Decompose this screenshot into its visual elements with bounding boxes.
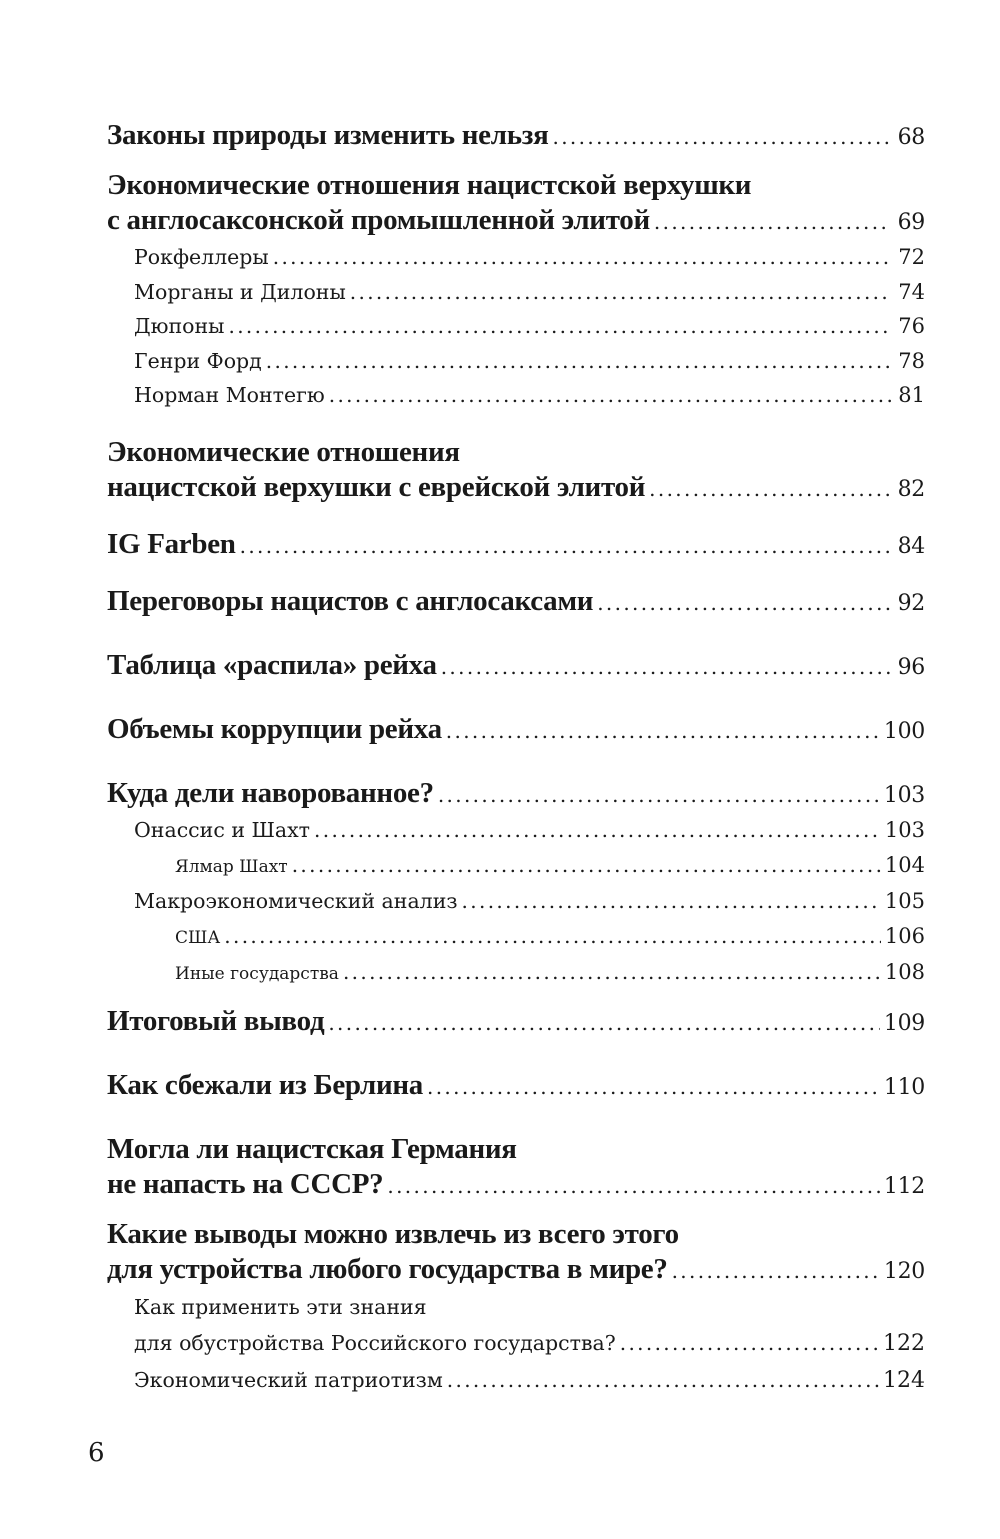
toc-entry[interactable] bbox=[107, 118, 925, 155]
toc-entry-title: Какие выводы можно извлечь из всего этого bbox=[107, 1217, 679, 1250]
dot-leader bbox=[438, 776, 880, 813]
dot-leader bbox=[446, 712, 880, 749]
toc-entry-title: Таблица «распила» рейха bbox=[107, 648, 437, 681]
toc-entry-title: Иные государства bbox=[175, 964, 339, 985]
toc-entry-title: Могла ли нацистская Германия bbox=[107, 1132, 517, 1165]
toc-entry-title-continued: не напасть на СССР? bbox=[107, 1167, 384, 1200]
toc-subentry[interactable] bbox=[107, 240, 925, 275]
toc-entry-title: Как применить эти знания bbox=[134, 1294, 427, 1319]
toc-entry-title: Дюпоны bbox=[134, 314, 225, 339]
dot-leader bbox=[427, 1068, 880, 1105]
toc-page-number: 108 bbox=[884, 960, 925, 985]
toc-page-number: 109 bbox=[883, 1010, 925, 1036]
toc-page-number: 120 bbox=[883, 1258, 925, 1284]
toc-entry-title: Макроэкономический анализ bbox=[134, 889, 458, 914]
toc-page-number: 106 bbox=[884, 923, 925, 948]
toc-page-number: 81 bbox=[898, 383, 925, 408]
toc-entry-title: Норман Монтегю bbox=[134, 383, 325, 408]
toc-entry-title: IG Farben bbox=[107, 527, 236, 560]
toc-entry-title-continued: нацистской верхушки с еврейской элитой bbox=[107, 470, 646, 503]
toc-entry[interactable] bbox=[107, 168, 925, 240]
toc-entry[interactable] bbox=[107, 1217, 925, 1289]
toc-entry[interactable] bbox=[107, 648, 925, 685]
page-number: 6 bbox=[88, 1438, 105, 1468]
toc-entry[interactable] bbox=[107, 435, 925, 507]
dot-leader bbox=[597, 584, 891, 621]
dot-leader bbox=[387, 1167, 880, 1204]
toc-page-number: 105 bbox=[884, 889, 925, 914]
toc-page-number: 68 bbox=[897, 125, 925, 150]
dot-leader bbox=[447, 1362, 879, 1398]
toc-entry-title: Ялмар Шахт bbox=[175, 856, 288, 877]
toc-entry-title: США bbox=[175, 927, 221, 948]
dot-leader bbox=[229, 309, 892, 344]
toc-subentry[interactable] bbox=[107, 1289, 925, 1362]
toc-page-number: 96 bbox=[897, 654, 925, 680]
toc-page-number: 122 bbox=[883, 1330, 925, 1356]
toc-subentry[interactable] bbox=[107, 378, 925, 413]
toc-entry-title: Куда дели наворованное? bbox=[107, 776, 434, 809]
toc-entry-title: Как сбежали из Берлина bbox=[107, 1068, 423, 1101]
toc-page-number: 72 bbox=[898, 245, 925, 269]
toc-subentry[interactable] bbox=[107, 884, 925, 919]
dot-leader bbox=[350, 275, 891, 310]
dot-leader bbox=[266, 344, 891, 379]
toc-subentry[interactable] bbox=[107, 309, 925, 344]
toc-subentry[interactable] bbox=[107, 344, 925, 379]
dot-leader bbox=[224, 919, 881, 956]
dot-leader bbox=[343, 955, 881, 992]
toc-entry-title: Экономические отношения bbox=[107, 435, 460, 468]
toc-entry-title-continued: для обустройства Российского государства? bbox=[134, 1330, 616, 1355]
toc-entry[interactable] bbox=[107, 1004, 925, 1041]
toc-entry-title-continued: для устройства любого государства в мире? bbox=[107, 1252, 668, 1285]
toc-entry-title: Переговоры нацистов с англосаксами bbox=[107, 584, 594, 617]
toc-page-number: 103 bbox=[883, 782, 925, 808]
table-of-contents bbox=[107, 118, 925, 1399]
toc-entry[interactable] bbox=[107, 1068, 925, 1105]
dot-leader bbox=[240, 527, 891, 564]
toc-page-number: 110 bbox=[883, 1074, 925, 1100]
dot-leader bbox=[292, 848, 881, 885]
toc-page-number: 124 bbox=[883, 1367, 925, 1393]
dot-leader bbox=[649, 470, 891, 507]
toc-page-number: 104 bbox=[884, 852, 925, 877]
toc-entry-title: Итоговый вывод bbox=[107, 1004, 325, 1037]
toc-page-number: 100 bbox=[883, 718, 925, 744]
toc-page-number: 112 bbox=[883, 1173, 925, 1199]
toc-entry[interactable] bbox=[107, 1132, 925, 1204]
toc-page-number: 84 bbox=[897, 533, 925, 559]
toc-entry-title: Генри Форд bbox=[134, 348, 262, 373]
dot-leader bbox=[328, 1004, 880, 1041]
dot-leader bbox=[329, 378, 891, 413]
toc-entry-title: Объемы коррупции рейха bbox=[107, 712, 442, 745]
dot-leader bbox=[462, 884, 881, 919]
toc-page-number: 78 bbox=[898, 348, 925, 373]
toc-page-number: 76 bbox=[898, 314, 925, 339]
toc-entry-title: Онассис и Шахт bbox=[134, 817, 311, 842]
toc-entry[interactable] bbox=[107, 776, 925, 813]
toc-entry-title: Экономический патриотизм bbox=[134, 1367, 443, 1392]
toc-entry-title: Рокфеллеры bbox=[134, 245, 269, 269]
dot-leader bbox=[553, 118, 892, 155]
toc-page-number: 74 bbox=[898, 279, 925, 304]
toc-entry-title: Законы природы изменить нельзя bbox=[107, 119, 549, 151]
toc-entry-title: Экономические отношения нацистской верхушки bbox=[107, 169, 752, 201]
toc-entry-title: Морганы и Дилоны bbox=[134, 279, 346, 304]
dot-leader bbox=[654, 203, 891, 240]
toc-subentry[interactable] bbox=[107, 813, 925, 848]
toc-page-number: 82 bbox=[897, 476, 925, 502]
toc-entry[interactable] bbox=[107, 712, 925, 749]
toc-page-number: 69 bbox=[897, 210, 925, 235]
toc-page-number: 103 bbox=[884, 817, 925, 842]
toc-subentry[interactable] bbox=[107, 1362, 925, 1399]
toc-entry-title-continued: с англосаксонской промышленной элитой bbox=[107, 204, 650, 236]
toc-subsubentry[interactable] bbox=[107, 955, 925, 992]
toc-subentry[interactable] bbox=[107, 275, 925, 310]
dot-leader bbox=[273, 240, 891, 275]
dot-leader bbox=[672, 1252, 880, 1289]
toc-page-number: 92 bbox=[897, 590, 925, 616]
dot-leader bbox=[441, 648, 891, 685]
toc-entry[interactable] bbox=[107, 584, 925, 621]
toc-entry[interactable] bbox=[107, 527, 925, 564]
toc-subsubentry[interactable] bbox=[107, 848, 925, 885]
dot-leader bbox=[620, 1325, 879, 1361]
dot-leader bbox=[314, 813, 881, 848]
toc-subsubentry[interactable] bbox=[107, 919, 925, 956]
